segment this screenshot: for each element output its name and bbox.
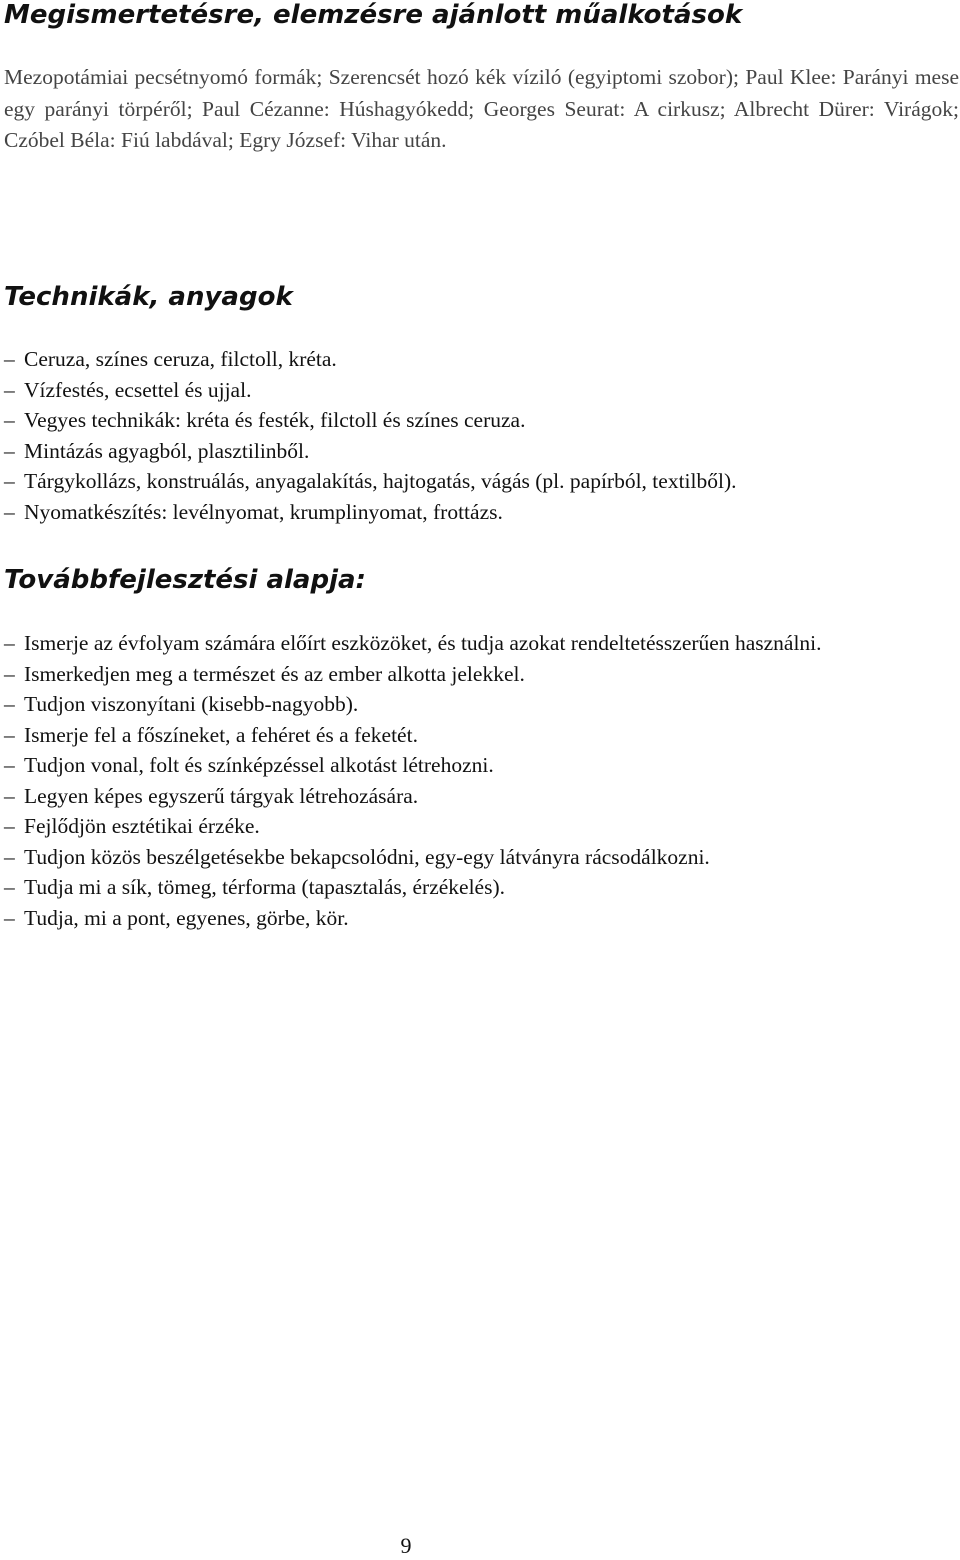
dash-bullet: – bbox=[4, 499, 15, 524]
list-item-text: Tudjon vonal, folt és színképzéssel alkotást létrehozni. bbox=[24, 753, 494, 777]
dash-bullet: – bbox=[4, 783, 15, 808]
list-item-text: Mintázás agyagból, plasztilinből. bbox=[24, 438, 310, 463]
list-item bbox=[4, 659, 954, 690]
list-item-text: Ismerje az évfolyam számára előírt eszközöket, és tudja azokat rendeltetésszerűen használni. bbox=[24, 631, 822, 655]
page-number: 9 bbox=[400, 1533, 412, 1558]
list-item bbox=[4, 781, 954, 812]
list-item-text: Legyen képes egyszerű tárgyak létrehozására. bbox=[24, 783, 419, 808]
list-item-text: Vegyes technikák: kréta és festék, filctoll és színes ceruza. bbox=[24, 408, 526, 432]
list-item bbox=[4, 811, 954, 842]
dash-bullet: – bbox=[4, 722, 15, 747]
dash-bullet: – bbox=[4, 408, 15, 432]
dash-bullet: – bbox=[4, 844, 15, 869]
list-item bbox=[4, 872, 954, 903]
list-item bbox=[4, 405, 954, 436]
artworks-paragraph: Mezopotámiai pecsétnyomó formák; Szerencsét hozó kék víziló (egyiptomi szobor); Paul Klee: Parányi mese egy parányi törpéről; Paul Cézanne: Húshagyókedd; Georges Seurat: A cirkusz; Albrecht Dürer: Virágok; Czóbel Béla: Fiú labdával; Egry József: Vihar után. bbox=[4, 65, 959, 152]
list-item-text: Tudja, mi a pont, egyenes, görbe, kör. bbox=[24, 905, 349, 930]
list-item bbox=[4, 466, 954, 497]
dash-bullet: – bbox=[4, 753, 15, 777]
list-item: – Ismerje az évfolyam számára előírt eszközöket, és tudja azokat rendeltetésszerűen használni. bbox=[4, 631, 822, 655]
list-item-text: Tudjon közös beszélgetésekbe bekapcsolódni, egy-egy látványra rácsodálkozni. bbox=[24, 844, 710, 869]
list-item bbox=[4, 842, 954, 873]
list-item bbox=[4, 375, 954, 406]
dash-bullet: – bbox=[4, 692, 15, 716]
techniques-list bbox=[4, 344, 954, 527]
heading-artworks: Megismertetésre, elemzésre ajánlott műalkotások bbox=[4, 0, 743, 30]
list-item-text: Vízfestés, ecsettel és ujjal. bbox=[24, 377, 252, 402]
list-item-text: Fejlődjön esztétikai érzéke. bbox=[24, 814, 260, 838]
list-item bbox=[4, 750, 954, 781]
list-item bbox=[4, 720, 954, 751]
heading-development: Továbbfejlesztési alapja: bbox=[4, 565, 366, 595]
list-item-text: Ceruza, színes ceruza, filctoll, kréta. bbox=[24, 347, 337, 371]
dash-bullet: – bbox=[4, 814, 15, 838]
dash-bullet: – bbox=[4, 377, 15, 402]
list-item bbox=[4, 436, 954, 467]
list-item bbox=[4, 689, 954, 720]
list-item-text: Tudjon viszonyítani (kisebb-nagyobb). bbox=[24, 692, 359, 716]
list-item bbox=[4, 497, 954, 528]
list-item-text: Tárgykollázs, konstruálás, anyagalakítás, hajtogatás, vágás (pl. papírból, textilből). bbox=[24, 469, 737, 493]
dash-bullet: – bbox=[4, 469, 15, 493]
list-item bbox=[4, 344, 954, 375]
list-item-text: Ismerje fel a főszíneket, a fehéret és a feketét. bbox=[24, 722, 418, 747]
heading-techniques: Technikák, anyagok bbox=[4, 282, 293, 312]
list-item bbox=[4, 903, 954, 934]
dash-bullet: – bbox=[4, 661, 15, 686]
dash-bullet: – bbox=[4, 347, 15, 371]
dash-bullet: – bbox=[4, 875, 15, 899]
development-list bbox=[4, 628, 954, 933]
dash-bullet: – bbox=[4, 905, 15, 930]
list-item-text: Ismerkedjen meg a természet és az ember alkotta jelekkel. bbox=[24, 661, 525, 686]
dash-bullet: – bbox=[4, 438, 15, 463]
list-item-text: Tudja mi a sík, tömeg, térforma (tapasztalás, érzékelés). bbox=[24, 875, 505, 899]
list-item-text: Nyomatkészítés: levélnyomat, krumplinyomat, frottázs. bbox=[24, 499, 503, 524]
